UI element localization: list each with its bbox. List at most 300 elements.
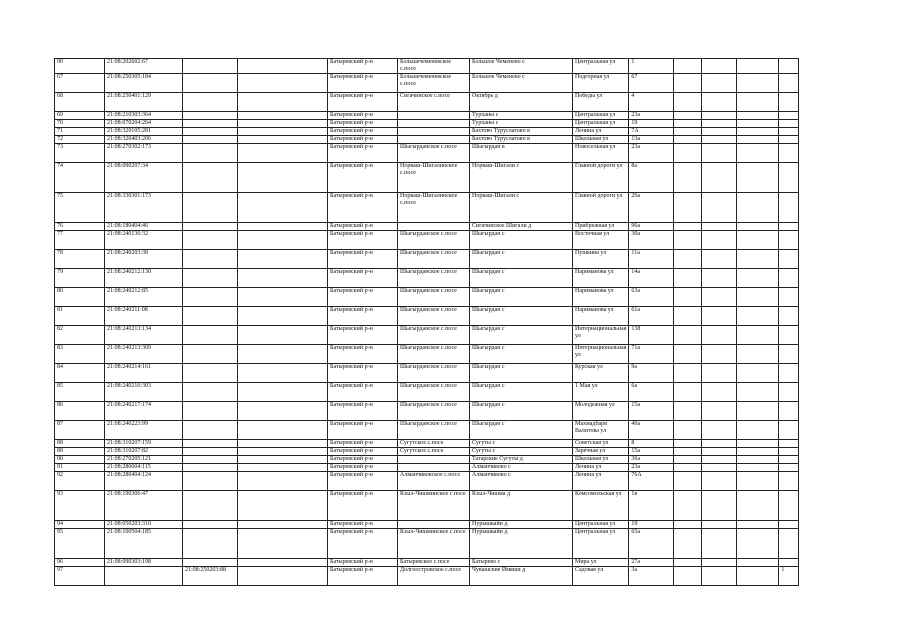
table-row [55, 288, 799, 307]
cadastral-number-cell: 21:08:202602:67 [105, 59, 183, 74]
extra-b-cell [702, 144, 737, 163]
extra-d-cell [779, 383, 799, 402]
locality-cell: Большое Чеменево с [470, 59, 573, 74]
house-cell: 13а [629, 136, 674, 144]
extra-d-cell: 1 [779, 567, 799, 586]
row-number-cell: 68 [55, 93, 105, 112]
extra-d-cell [779, 345, 799, 364]
locality-cell: Сугуты с [470, 440, 573, 448]
locality-cell: Бахтово Туруслатово в [470, 136, 573, 144]
settlement-cell: Шыгырданское с.посе [398, 383, 470, 402]
row-number-cell: 95 [55, 529, 105, 559]
empty-col-cell [238, 456, 328, 464]
extra-a-cell [674, 120, 702, 128]
extra-a-cell [674, 383, 702, 402]
extra-d-cell [779, 59, 799, 74]
house-cell: 9а [629, 364, 674, 383]
table-body [55, 59, 799, 586]
extra-d-cell [779, 93, 799, 112]
empty-col-cell [238, 326, 328, 345]
extra-b-cell [702, 567, 737, 586]
district-cell: Батыревский р-н [328, 144, 398, 163]
extra-c-cell [737, 421, 779, 440]
district-cell: Батыревский р-н [328, 288, 398, 307]
extra-a-cell [674, 529, 702, 559]
extra-a-cell [674, 74, 702, 93]
extra-a-cell [674, 456, 702, 464]
house-cell: 96а [629, 223, 674, 231]
cadastral-number-cell: 21:08:240212:130 [105, 269, 183, 288]
extra-b-cell [702, 440, 737, 448]
settlement-cell: Долгоостровское с.посе [398, 567, 470, 586]
row-number-cell: 81 [55, 307, 105, 326]
row-number-cell: 82 [55, 326, 105, 345]
extra-c-cell [737, 93, 779, 112]
district-cell: Батыревский р-н [328, 128, 398, 136]
house-cell: 63а [629, 288, 674, 307]
extra-b-cell [702, 269, 737, 288]
settlement-cell: Шыгырданское с.посе [398, 402, 470, 421]
extra-b-cell [702, 456, 737, 464]
row-number-cell: 96 [55, 559, 105, 567]
extra-b-cell [702, 472, 737, 491]
prior-number-cell [183, 112, 238, 120]
settlement-cell: Шыгырданское с.посе [398, 288, 470, 307]
empty-col-cell [238, 402, 328, 421]
row-number-cell: 85 [55, 383, 105, 402]
district-cell: Батыревский р-н [328, 307, 398, 326]
table-row [55, 307, 799, 326]
prior-number-cell [183, 521, 238, 529]
empty-col-cell [238, 136, 328, 144]
locality-cell: Шыгырдан с [470, 269, 573, 288]
extra-d-cell [779, 193, 799, 223]
extra-c-cell [737, 163, 779, 193]
empty-col-cell [238, 421, 328, 440]
table-row [55, 326, 799, 345]
prior-number-cell [183, 136, 238, 144]
extra-d-cell [779, 120, 799, 128]
row-number-cell: 70 [55, 120, 105, 128]
extra-b-cell [702, 250, 737, 269]
table-row [55, 472, 799, 491]
house-cell: 3а [629, 567, 674, 586]
empty-col-cell [238, 250, 328, 269]
house-cell: 138 [629, 326, 674, 345]
extra-b-cell [702, 448, 737, 456]
settlement-cell: Большечеменевское с.посе [398, 59, 470, 74]
settlement-cell: Шыгырданское с.посе [398, 364, 470, 383]
district-cell: Батыревский р-н [328, 529, 398, 559]
locality-cell: Октябрь д [470, 93, 573, 112]
extra-b-cell [702, 307, 737, 326]
prior-number-cell [183, 383, 238, 402]
prior-number-cell [183, 74, 238, 93]
prior-number-cell [183, 193, 238, 223]
street-cell: Ленина ул [573, 472, 629, 491]
district-cell: Батыревский р-н [328, 193, 398, 223]
table-row [55, 567, 799, 586]
empty-col-cell [238, 567, 328, 586]
row-number-cell: 87 [55, 421, 105, 440]
settlement-cell: Кзыл-Чишминское с.посе [398, 529, 470, 559]
extra-d-cell [779, 464, 799, 472]
cadastral-number-cell: 21:08:280604:115 [105, 464, 183, 472]
district-cell: Батыревский р-н [328, 59, 398, 74]
extra-b-cell [702, 402, 737, 421]
district-cell: Батыревский р-н [328, 326, 398, 345]
extra-d-cell [779, 74, 799, 93]
settlement-cell: Алманчиковское с.посе [398, 472, 470, 491]
extra-c-cell [737, 231, 779, 250]
street-cell: Центральная ул [573, 521, 629, 529]
settlement-cell: Шыгырданское с.посе [398, 421, 470, 440]
extra-b-cell [702, 521, 737, 529]
house-cell: 19 [629, 521, 674, 529]
prior-number-cell [183, 120, 238, 128]
cadastral-number-cell: 21:08:240211:08 [105, 307, 183, 326]
house-cell: 6а [629, 383, 674, 402]
locality-cell: Алманчиково с [470, 464, 573, 472]
extra-d-cell [779, 163, 799, 193]
street-cell: Восточная ул [573, 231, 629, 250]
table-row [55, 59, 799, 74]
extra-c-cell [737, 464, 779, 472]
extra-a-cell [674, 136, 702, 144]
street-cell: Главной дороги ул [573, 163, 629, 193]
table-row [55, 345, 799, 364]
extra-d-cell [779, 144, 799, 163]
street-cell: Комсомольская ул [573, 491, 629, 521]
row-number-cell: 83 [55, 345, 105, 364]
district-cell: Батыревский р-н [328, 464, 398, 472]
locality-cell: Турханы с [470, 112, 573, 120]
cadastral-number-cell: 21:08:050203:310 [105, 521, 183, 529]
locality-cell: Большое Чеменево с [470, 74, 573, 93]
house-cell: 76А [629, 472, 674, 491]
district-cell: Батыревский р-н [328, 456, 398, 464]
prior-number-cell [183, 307, 238, 326]
locality-cell: Норваш-Шигали с [470, 163, 573, 193]
row-number-cell: 71 [55, 128, 105, 136]
extra-d-cell [779, 223, 799, 231]
street-cell: Новосельная ул [573, 144, 629, 163]
empty-col-cell [238, 223, 328, 231]
cadastral-number-cell: 21:08:180404:46 [105, 223, 183, 231]
locality-cell: Шыгырдан с [470, 288, 573, 307]
row-number-cell: 74 [55, 163, 105, 193]
settlement-cell [398, 128, 470, 136]
empty-col-cell [238, 112, 328, 120]
settlement-cell: Батыревское с.посе [398, 559, 470, 567]
locality-cell: Батырево с [470, 559, 573, 567]
house-cell: 1в [629, 491, 674, 521]
table-row [55, 559, 799, 567]
extra-b-cell [702, 345, 737, 364]
district-cell: Батыревский р-н [328, 163, 398, 193]
extra-b-cell [702, 112, 737, 120]
prior-number-cell [183, 472, 238, 491]
empty-col-cell [238, 93, 328, 112]
row-number-cell: 94 [55, 521, 105, 529]
cadastral-number-cell: 21:08:250305:184 [105, 74, 183, 93]
locality-cell: Нурышкайн д [470, 521, 573, 529]
house-cell: 11а [629, 250, 674, 269]
cadastral-number-cell: 21:08:090207:34 [105, 163, 183, 193]
table-row [55, 163, 799, 193]
empty-col-cell [238, 163, 328, 193]
locality-cell: Шыгырдан с [470, 364, 573, 383]
extra-a-cell [674, 288, 702, 307]
house-cell: 23а [629, 112, 674, 120]
prior-number-cell [183, 326, 238, 345]
extra-a-cell [674, 269, 702, 288]
house-cell: 14а [629, 269, 674, 288]
empty-col-cell [238, 345, 328, 364]
district-cell: Батыревский р-н [328, 402, 398, 421]
extra-b-cell [702, 59, 737, 74]
table-row [55, 521, 799, 529]
district-cell: Батыревский р-н [328, 112, 398, 120]
cadastral-number-cell: 21:08:240223:99 [105, 421, 183, 440]
empty-col-cell [238, 521, 328, 529]
cadastral-number-cell: 21:08:090303:198 [105, 559, 183, 567]
extra-a-cell [674, 250, 702, 269]
row-number-cell: 78 [55, 250, 105, 269]
empty-col-cell [238, 529, 328, 559]
street-cell: Центральная ул [573, 59, 629, 74]
row-number-cell: 89 [55, 448, 105, 456]
row-number-cell: 80 [55, 288, 105, 307]
table-row [55, 269, 799, 288]
street-cell: Садовая ул [573, 567, 629, 586]
row-number-cell: 76 [55, 223, 105, 231]
empty-col-cell [238, 383, 328, 402]
settlement-cell [398, 521, 470, 529]
street-cell: Ленина ул [573, 128, 629, 136]
empty-col-cell [238, 74, 328, 93]
street-cell: Центральная ул [573, 529, 629, 559]
settlement-cell: Норваш-Шигалинское с.посе [398, 163, 470, 193]
extra-c-cell [737, 136, 779, 144]
locality-cell: Шыгырдан с [470, 421, 573, 440]
extra-d-cell [779, 231, 799, 250]
extra-b-cell [702, 223, 737, 231]
extra-a-cell [674, 163, 702, 193]
district-cell: Батыревский р-н [328, 491, 398, 521]
street-cell: Ленина ул [573, 464, 629, 472]
house-cell: 71а [629, 345, 674, 364]
extra-d-cell [779, 288, 799, 307]
empty-col-cell [238, 120, 328, 128]
street-cell: Школьная ул [573, 136, 629, 144]
house-cell: 4 [629, 93, 674, 112]
empty-col-cell [238, 464, 328, 472]
extra-a-cell [674, 472, 702, 491]
house-cell: 23а [629, 464, 674, 472]
district-cell: Батыревский р-н [328, 383, 398, 402]
row-number-cell: 69 [55, 112, 105, 120]
street-cell: Главной дороги ул [573, 193, 629, 223]
settlement-cell: Шыгырданское с.посе [398, 144, 470, 163]
row-number-cell: 90 [55, 456, 105, 464]
table-row [55, 402, 799, 421]
extra-a-cell [674, 326, 702, 345]
locality-cell: Бахтово Туруслатово в [470, 128, 573, 136]
cadastral-number-cell: 21:08:320105:281 [105, 128, 183, 136]
district-cell: Батыревский р-н [328, 364, 398, 383]
table-row [55, 456, 799, 464]
extra-c-cell [737, 193, 779, 223]
locality-cell: Шыгырдан с [470, 231, 573, 250]
cadastral-number-cell: 21:08:210303:364 [105, 112, 183, 120]
table-row [55, 74, 799, 93]
prior-number-cell [183, 448, 238, 456]
district-cell: Батыревский р-н [328, 421, 398, 440]
row-number-cell: 91 [55, 464, 105, 472]
extra-c-cell [737, 567, 779, 586]
prior-number-cell [183, 464, 238, 472]
table-row [55, 136, 799, 144]
district-cell: Батыревский р-н [328, 120, 398, 128]
extra-a-cell [674, 223, 702, 231]
district-cell: Батыревский р-н [328, 567, 398, 586]
locality-cell: Алманчиково с [470, 472, 573, 491]
extra-a-cell [674, 567, 702, 586]
street-cell: Школьная ул [573, 456, 629, 464]
cadastral-number-cell: 21:08:240214:161 [105, 364, 183, 383]
settlement-cell [398, 456, 470, 464]
street-cell: Махмадбаря Валитова ул [573, 421, 629, 440]
extra-b-cell [702, 529, 737, 559]
extra-b-cell [702, 364, 737, 383]
street-cell: Молодежная ул [573, 402, 629, 421]
extra-d-cell [779, 440, 799, 448]
table-row [55, 112, 799, 120]
extra-a-cell [674, 144, 702, 163]
settlement-cell: Шыгырданское с.посе [398, 269, 470, 288]
street-cell: Пушкина ул [573, 250, 629, 269]
cadastral-number-cell: 21:08:240212:85 [105, 288, 183, 307]
house-cell: 61а [629, 307, 674, 326]
extra-a-cell [674, 559, 702, 567]
cadastral-number-cell: 21:08:310207:82 [105, 448, 183, 456]
settlement-cell: Шыгырданское с.посе [398, 231, 470, 250]
table-row [55, 128, 799, 136]
extra-d-cell [779, 364, 799, 383]
extra-d-cell [779, 112, 799, 120]
table-row [55, 250, 799, 269]
extra-a-cell [674, 448, 702, 456]
house-cell: 8а [629, 163, 674, 193]
table-row [55, 448, 799, 456]
extra-a-cell [674, 93, 702, 112]
house-cell: 15а [629, 448, 674, 456]
house-cell: 67 [629, 74, 674, 93]
street-cell: Прибрежная ул [573, 223, 629, 231]
empty-col-cell [238, 448, 328, 456]
row-number-cell: 86 [55, 402, 105, 421]
table-row [55, 223, 799, 231]
locality-cell: Турханы с [470, 120, 573, 128]
extra-b-cell [702, 120, 737, 128]
locality-cell: Сигачинское Шигали д [470, 223, 573, 231]
prior-number-cell [183, 59, 238, 74]
empty-col-cell [238, 559, 328, 567]
table-row [55, 231, 799, 250]
extra-d-cell [779, 307, 799, 326]
extra-b-cell [702, 288, 737, 307]
extra-d-cell [779, 250, 799, 269]
extra-c-cell [737, 307, 779, 326]
extra-b-cell [702, 93, 737, 112]
extra-c-cell [737, 402, 779, 421]
empty-col-cell [238, 491, 328, 521]
prior-number-cell [183, 163, 238, 193]
extra-d-cell [779, 269, 799, 288]
cadastral-number-cell: 21:08:240136:32 [105, 231, 183, 250]
prior-number-cell [183, 269, 238, 288]
extra-b-cell [702, 559, 737, 567]
house-cell: 40а [629, 421, 674, 440]
prior-number-cell [183, 491, 238, 521]
extra-c-cell [737, 529, 779, 559]
locality-cell: Татарские Сугуты д [470, 456, 573, 464]
street-cell: Заречная ул [573, 448, 629, 456]
extra-b-cell [702, 74, 737, 93]
house-cell: 27а [629, 559, 674, 567]
locality-cell: Шыгырдан с [470, 250, 573, 269]
empty-col-cell [238, 193, 328, 223]
locality-cell: Шыгырдан с [470, 345, 573, 364]
extra-d-cell [779, 559, 799, 567]
extra-c-cell [737, 112, 779, 120]
extra-c-cell [737, 456, 779, 464]
locality-cell: Нурышкайн д [470, 529, 573, 559]
extra-b-cell [702, 128, 737, 136]
extra-b-cell [702, 326, 737, 345]
extra-d-cell [779, 448, 799, 456]
district-cell: Батыревский р-н [328, 472, 398, 491]
extra-a-cell [674, 345, 702, 364]
house-cell: 19 [629, 120, 674, 128]
extra-a-cell [674, 521, 702, 529]
cadastral-number-cell: 21:08:190306:47 [105, 491, 183, 521]
prior-number-cell [183, 402, 238, 421]
street-cell: Нариманова ул [573, 269, 629, 288]
empty-col-cell [238, 231, 328, 250]
prior-number-cell [183, 128, 238, 136]
street-cell: Центральная ул [573, 120, 629, 128]
empty-col-cell [238, 144, 328, 163]
extra-c-cell [737, 559, 779, 567]
settlement-cell: Сигачинское с.посе [398, 93, 470, 112]
extra-c-cell [737, 128, 779, 136]
cadastral-number-cell: 21:08:270302:173 [105, 144, 183, 163]
extra-d-cell [779, 326, 799, 345]
empty-col-cell [238, 59, 328, 74]
district-cell: Батыревский р-н [328, 345, 398, 364]
extra-d-cell [779, 472, 799, 491]
settlement-cell: Норваш-Шигалинское с.посе [398, 193, 470, 223]
prior-number-cell [183, 250, 238, 269]
district-cell: Батыревский р-н [328, 136, 398, 144]
house-cell: 8 [629, 440, 674, 448]
settlement-cell: Большечеменевское с.посе [398, 74, 470, 93]
cadastral-number-cell: 21:08:240213:309 [105, 345, 183, 364]
row-number-cell: 77 [55, 231, 105, 250]
settlement-cell: Шыгырданское с.посе [398, 345, 470, 364]
